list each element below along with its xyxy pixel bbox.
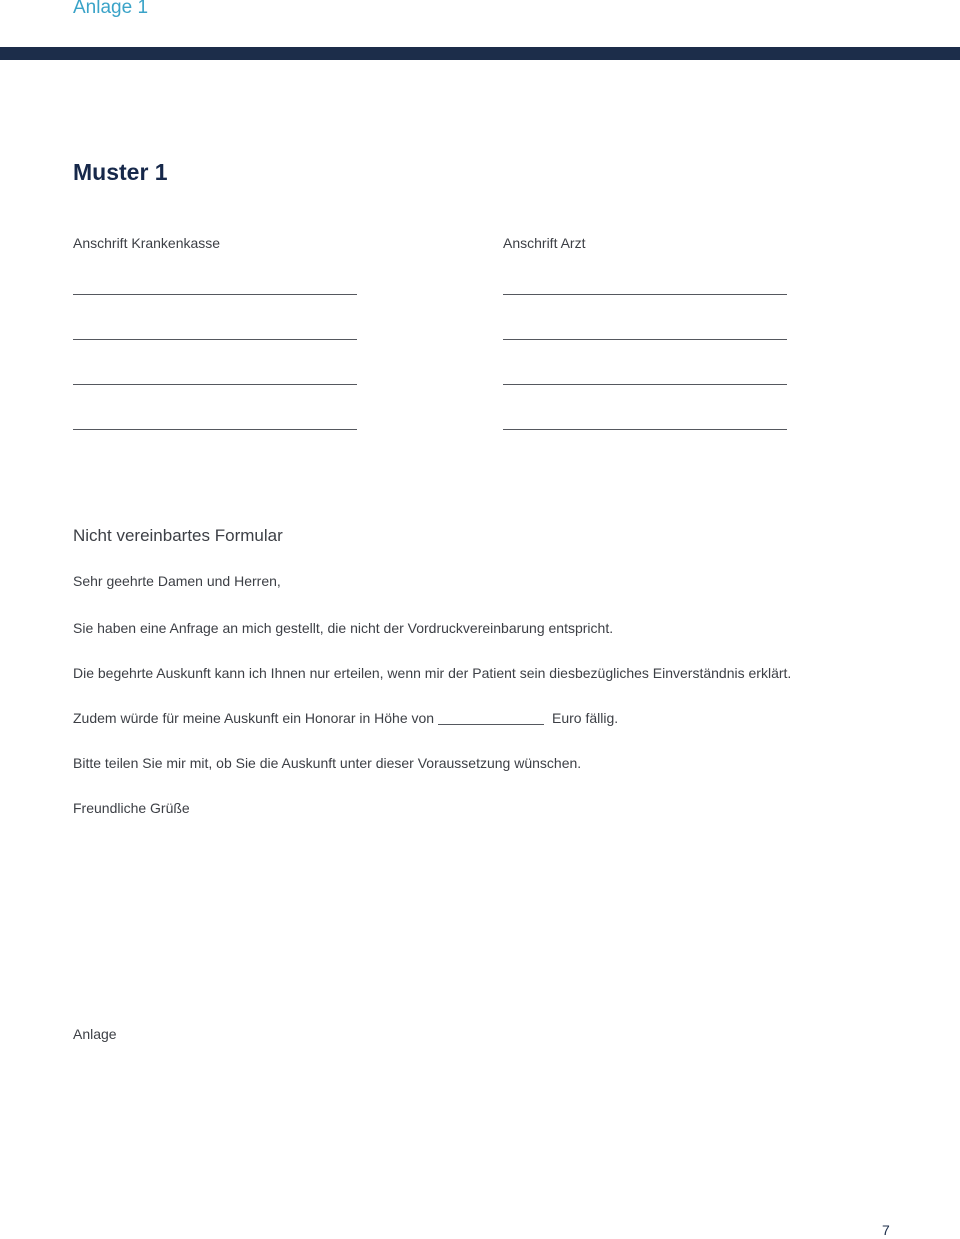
address-line-doctor-3[interactable]	[503, 384, 787, 385]
page-number: 7	[882, 1222, 890, 1238]
address-line-insurance-1[interactable]	[73, 294, 357, 295]
paragraph-fee: Zudem würde für meine Auskunft ein Honorar in Höhe von	[73, 710, 435, 726]
attachment-label: Anlage	[73, 1026, 117, 1042]
address-line-insurance-3[interactable]	[73, 384, 357, 385]
section-title: Nicht vereinbartes Formular	[73, 526, 283, 545]
fee-suffix: Euro fällig.	[552, 710, 619, 726]
address-line-doctor-4[interactable]	[503, 429, 787, 430]
page-title: Muster 1	[73, 159, 168, 185]
address-line-insurance-2[interactable]	[73, 339, 357, 340]
address-block-insurance	[73, 235, 357, 252]
address-line-doctor-1[interactable]	[503, 294, 787, 295]
appendix-label: Anlage 1	[73, 0, 149, 18]
salutation: Sehr geehrte Damen und Herren,	[73, 573, 281, 589]
fee-amount-blank[interactable]	[438, 724, 544, 725]
paragraph-request: Sie haben eine Anfrage an mich gestellt, die nicht der Vordruckvereinbarung entspricht.	[73, 620, 614, 636]
paragraph-consent: Die begehrte Auskunft kann ich Ihnen nur erteilen, wenn mir der Patient sein diesbezügliches Einverständnis erklärt.	[73, 665, 792, 681]
closing: Freundliche Grüße	[73, 800, 190, 816]
paragraph-request-reply: Bitte teilen Sie mir mit, ob Sie die Auskunft unter dieser Voraussetzung wünschen.	[73, 755, 582, 771]
address-line-insurance-4[interactable]	[73, 429, 357, 430]
address-heading-doctor: Anschrift Arzt	[503, 235, 586, 251]
address-line-doctor-2[interactable]	[503, 339, 787, 340]
address-block-doctor	[503, 235, 787, 252]
address-heading-insurance: Anschrift Krankenkasse	[73, 235, 221, 251]
header-bar	[0, 47, 960, 60]
